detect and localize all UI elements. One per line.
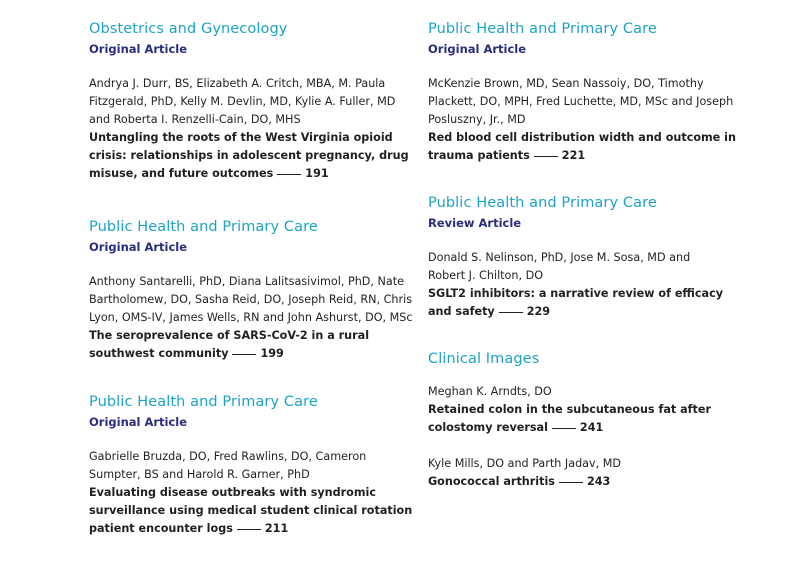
spacer: [428, 321, 758, 348]
article-title[interactable]: [89, 129, 419, 183]
clinical-images-section: [428, 348, 758, 491]
article-authors: Anthony Santarelli, PhD, Diana Lalitsasivimol, PhD, Nate Bartholomew, DO, Sasha Reid, DO, Joseph Reid, RN, Chris Lyon, OMS-IV, James Wells, RN and John Ashurst, DO, MSc: [89, 275, 413, 324]
article-title-text: Red blood cell distribution width and outcome in trauma patients: [428, 131, 736, 162]
article-authors: Donald S. Nelinson, PhD, Jose M. Sosa, MD and Robert J. Chilton, DO: [428, 251, 691, 282]
article-title-text: The seroprevalence of SARS-CoV-2 in a rural southwest community: [89, 329, 370, 360]
leader-dash: [237, 529, 261, 530]
article-title[interactable]: [89, 484, 419, 538]
article-entry: [89, 391, 419, 538]
article-type: Review Article: [428, 216, 522, 230]
article-authors: McKenzie Brown, MD, Sean Nassoiy, DO, Timothy Plackett, DO, MPH, Fred Luchette, MD, MSc and Joseph Posluszny, Jr., MD: [428, 77, 734, 126]
article-authors: Kyle Mills, DO and Parth Jadav, MD: [428, 457, 622, 470]
page-number: 191: [305, 167, 329, 180]
leader-dash: [552, 428, 576, 429]
article-title[interactable]: [89, 327, 414, 363]
spacer: [89, 363, 419, 391]
page-number: 221: [561, 149, 586, 162]
page-number: 229: [526, 305, 551, 318]
article-entry: [89, 216, 419, 363]
article-entry: [428, 18, 758, 165]
right-column: [428, 18, 758, 491]
page-number: 243: [586, 475, 611, 488]
article-title-text: Untangling the roots of the West Virginia opioid crisis: relationships in adolescent pregnancy, drug misuse, and future outcomes: [89, 131, 409, 180]
leader-dash: [232, 354, 256, 355]
article-title-text: SGLT2 inhibitors: a narrative review of efficacy and safety: [428, 287, 724, 318]
article-entry: [428, 192, 758, 321]
left-column: [89, 18, 419, 538]
article-type: Original Article: [89, 415, 188, 429]
article-title[interactable]: [428, 473, 758, 491]
article-entry: [89, 18, 419, 183]
leader-dash: [499, 312, 523, 313]
leader-dash: [559, 482, 583, 483]
article-type: Original Article: [89, 240, 188, 254]
article-title-text: Evaluating disease outbreaks with syndromic surveillance using medical student clinical rotation patient encounter logs: [89, 486, 413, 535]
article-title[interactable]: [428, 401, 753, 437]
section-heading: Public Health and Primary Care: [428, 21, 657, 37]
article-authors: Meghan K. Arndts, DO: [428, 385, 552, 398]
article-title-text: Retained colon in the subcutaneous fat after colostomy reversal: [428, 403, 711, 434]
section-heading: Public Health and Primary Care: [89, 219, 318, 235]
spacer: [89, 183, 419, 216]
page-number: 241: [579, 421, 604, 434]
page-number: 199: [260, 347, 284, 360]
article-title[interactable]: [428, 285, 738, 321]
article-authors: Gabrielle Bruzda, DO, Fred Rawlins, DO, Cameron Sumpter, BS and Harold R. Garner, PhD: [89, 450, 367, 481]
leader-dash: [277, 174, 301, 175]
article-title[interactable]: [428, 129, 753, 165]
article-type: Original Article: [89, 42, 188, 56]
article-type: Original Article: [428, 42, 527, 56]
section-heading: Clinical Images: [428, 351, 540, 367]
article-title-text: Gonococcal arthritis: [428, 475, 555, 488]
section-heading: Public Health and Primary Care: [89, 394, 318, 410]
article-authors: Andrya J. Durr, BS, Elizabeth A. Critch, MBA, M. Paula Fitzgerald, PhD, Kelly M. Devlin, MD, Kylie A. Fuller, MD and Roberta I. Renzelli-Cain, DO, MHS: [89, 77, 396, 126]
section-heading: Public Health and Primary Care: [428, 195, 657, 211]
leader-dash: [534, 156, 558, 157]
spacer: [428, 165, 758, 192]
section-heading: Obstetrics and Gynecology: [89, 21, 288, 37]
page-number: 211: [264, 522, 289, 535]
